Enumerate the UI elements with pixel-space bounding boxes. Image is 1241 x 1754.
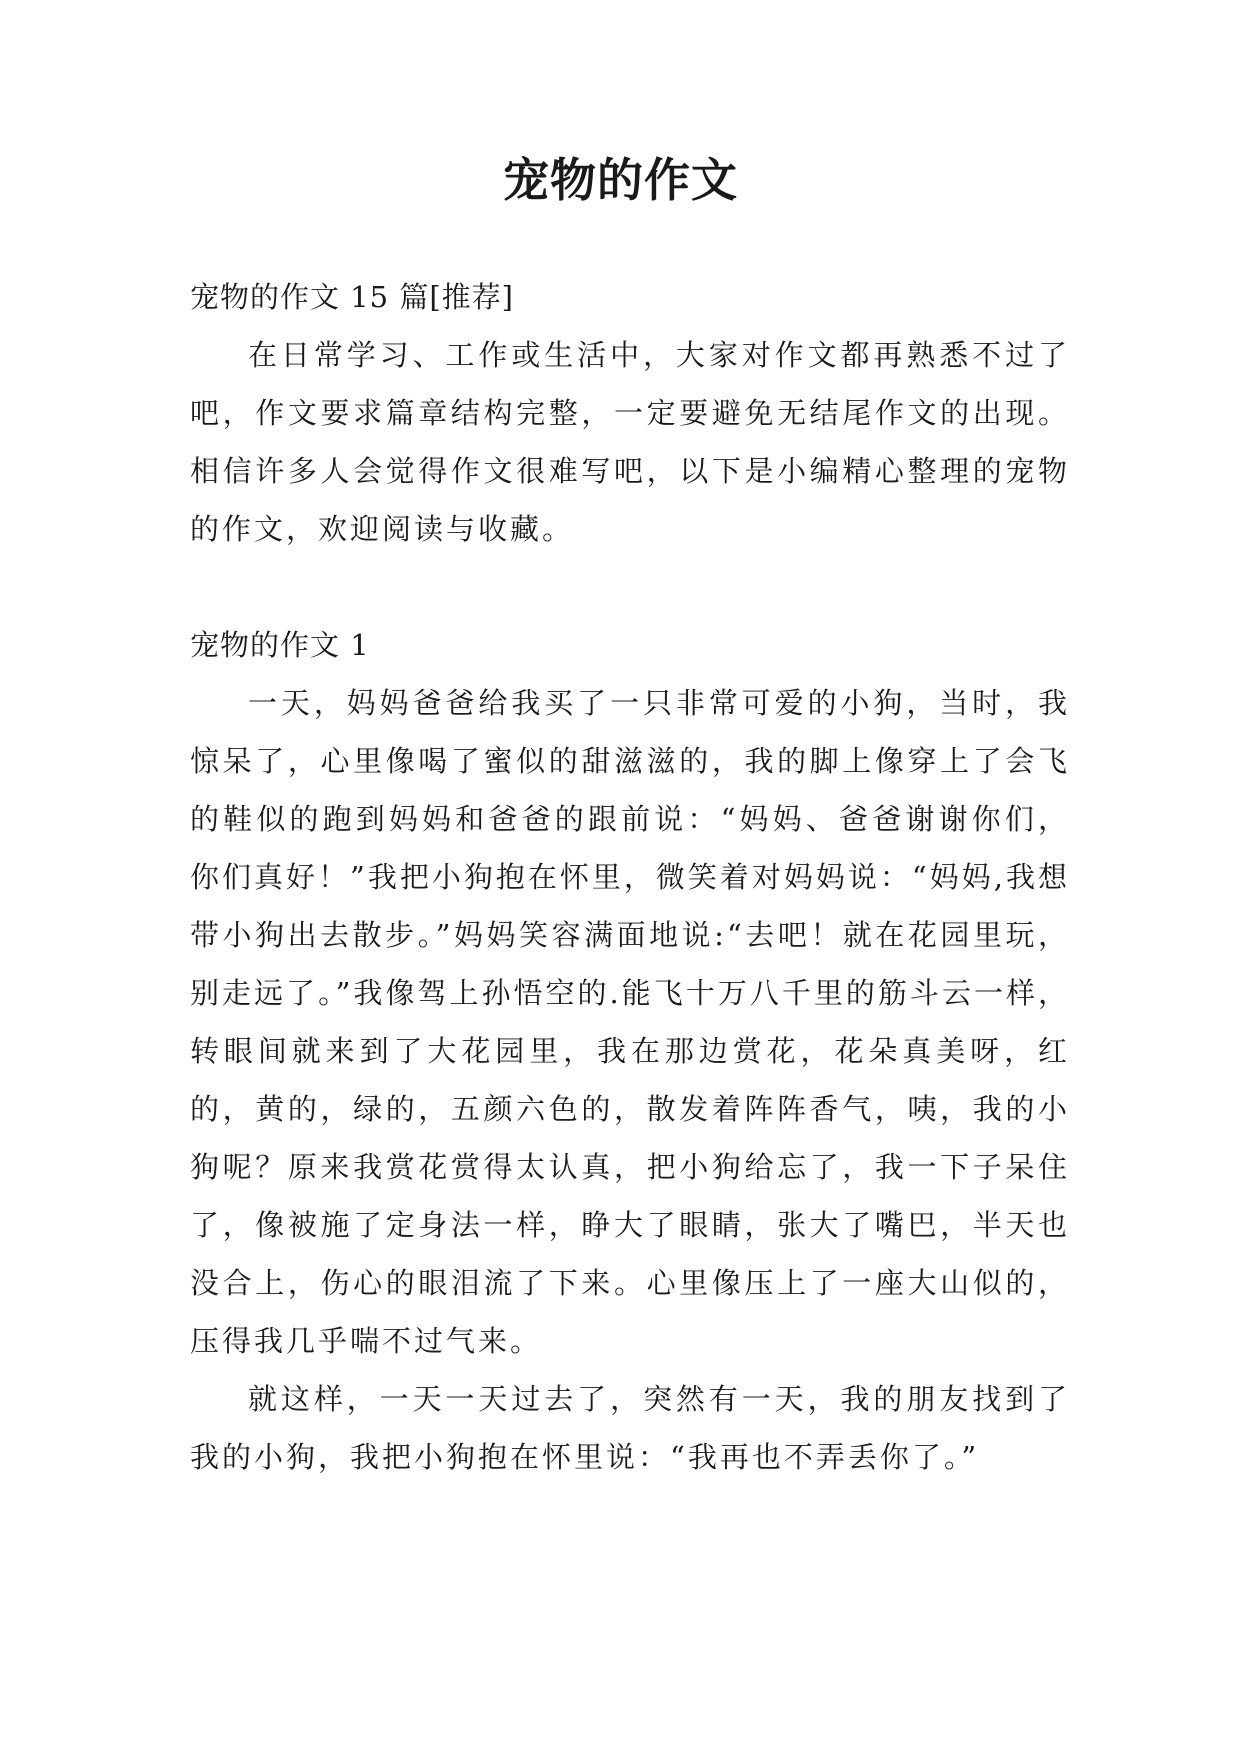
body-paragraph-2: 就这样，一天一天过去了，突然有一天，我的朋友找到了我的小狗，我把小狗抱在怀里说：“我再也不弄丢你了。”: [190, 1382, 1070, 1474]
document-subtitle: 宠物的作文 15 篇[推荐]: [190, 280, 514, 314]
document-title: 宠物的作文: [503, 153, 738, 207]
intro-paragraph: 在日常学习、工作或生活中，大家对作文都再熟悉不过了吧，作文要求篇章结构完整，一定要避免无结尾作文的出现。相信许多人会觉得作文很难写吧，以下是小编精心整理的宠物的作文，欢迎阅读与收藏。: [190, 338, 1070, 546]
section-heading: 宠物的作文 1: [190, 628, 370, 662]
document-body: [190, 268, 1070, 1486]
section-spacer: [190, 558, 1070, 616]
body-paragraph-1: 一天，妈妈爸爸给我买了一只非常可爱的小狗，当时，我惊呆了，心里像喝了蜜似的甜滋滋的，我的脚上像穿上了会飞的鞋似的跑到妈妈和爸爸的跟前说：“妈妈、爸爸谢谢你们，你们真好！”我把小狗抱在怀里，微笑着对妈妈说：“妈妈,我想带小狗出去散步。”妈妈笑容满面地说:“去吧！就在花园里玩，别走远了。”我像驾上孙悟空的.能飞十万八千里的筋斗云一样，转眼间就来到了大花园里，我在那边赏花，花朵真美呀，红的，黄的，绿的，五颜六色的，散发着阵阵香气，咦，我的小狗呢？原来我赏花赏得太认真，把小狗给忘了，我一下子呆住了，像被施了定身法一样，睁大了眼睛，张大了嘴巴，半天也没合上，伤心的眼泪流了下来。心里像压上了一座大山似的，压得我几乎喘不过气来。: [190, 686, 1070, 1358]
